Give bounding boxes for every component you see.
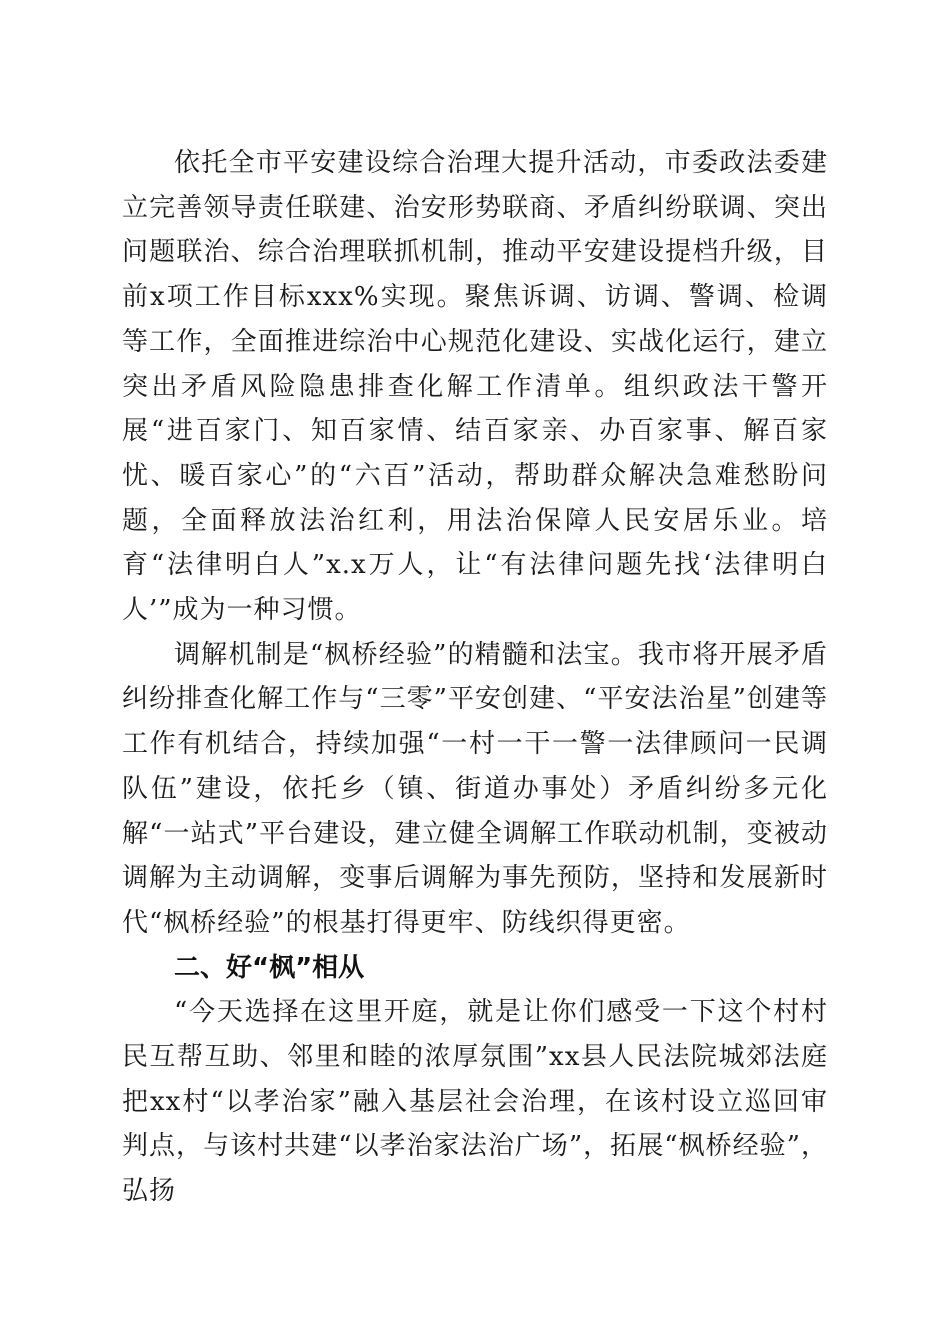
document-body — [122, 141, 828, 1214]
body-paragraph-2: 调解机制是“枫桥经验”的精髓和法宝。我市将开展矛盾纠纷排查化解工作与“三零”平安创建、“平安法治星”创建等工作有机结合，持续加强“一村一干一警一法律顾问一民调队伍”建设，依托乡（镇、街道办事处）矛盾纠纷多元化解“一站式”平台建设，建立健全调解工作联动机制，变被动调解为主动调解，变事后调解为事先预防，坚持和发展新时代“枫桥经验”的根基打得更牢、防线织得更密。 — [122, 639, 828, 938]
section-paragraph: “今天选择在这里开庭，就是让你们感受一下这个村村民互帮互助、邻里和睦的浓厚氛围”xx县人民法院城郊法庭把xx村“以孝治家”融入基层社会治理，在该村设立巡回审判点，与该村共建“以孝治家法治广场”，拓展“枫桥经验”，弘扬 — [122, 997, 828, 1207]
body-paragraph-1: 依托全市平安建设综合治理大提升活动，市委政法委建立完善领导责任联建、治安形势联商、矛盾纠纷联调、突出问题联治、综合治理联抓机制，推动平安建设提档升级，目前x项工作目标xxx%实现。聚焦诉调、访调、警调、检调等工作，全面推进综治中心规范化建设、实战化运行，建立突出矛盾风险隐患排查化解工作清单。组织政法干警开展“进百家门、知百家情、结百家亲、办百家事、解百家忧、暖百家心”的“六百”活动，帮助群众解决急难愁盼问题，全面释放法治红利，用法治保障人民安居乐业。培育“法律明白人”x.x万人，让“有法律问题先找‘法律明白人’”成为一种习惯。 — [122, 148, 828, 626]
section-heading: 二、好“枫”相从 — [174, 952, 365, 983]
